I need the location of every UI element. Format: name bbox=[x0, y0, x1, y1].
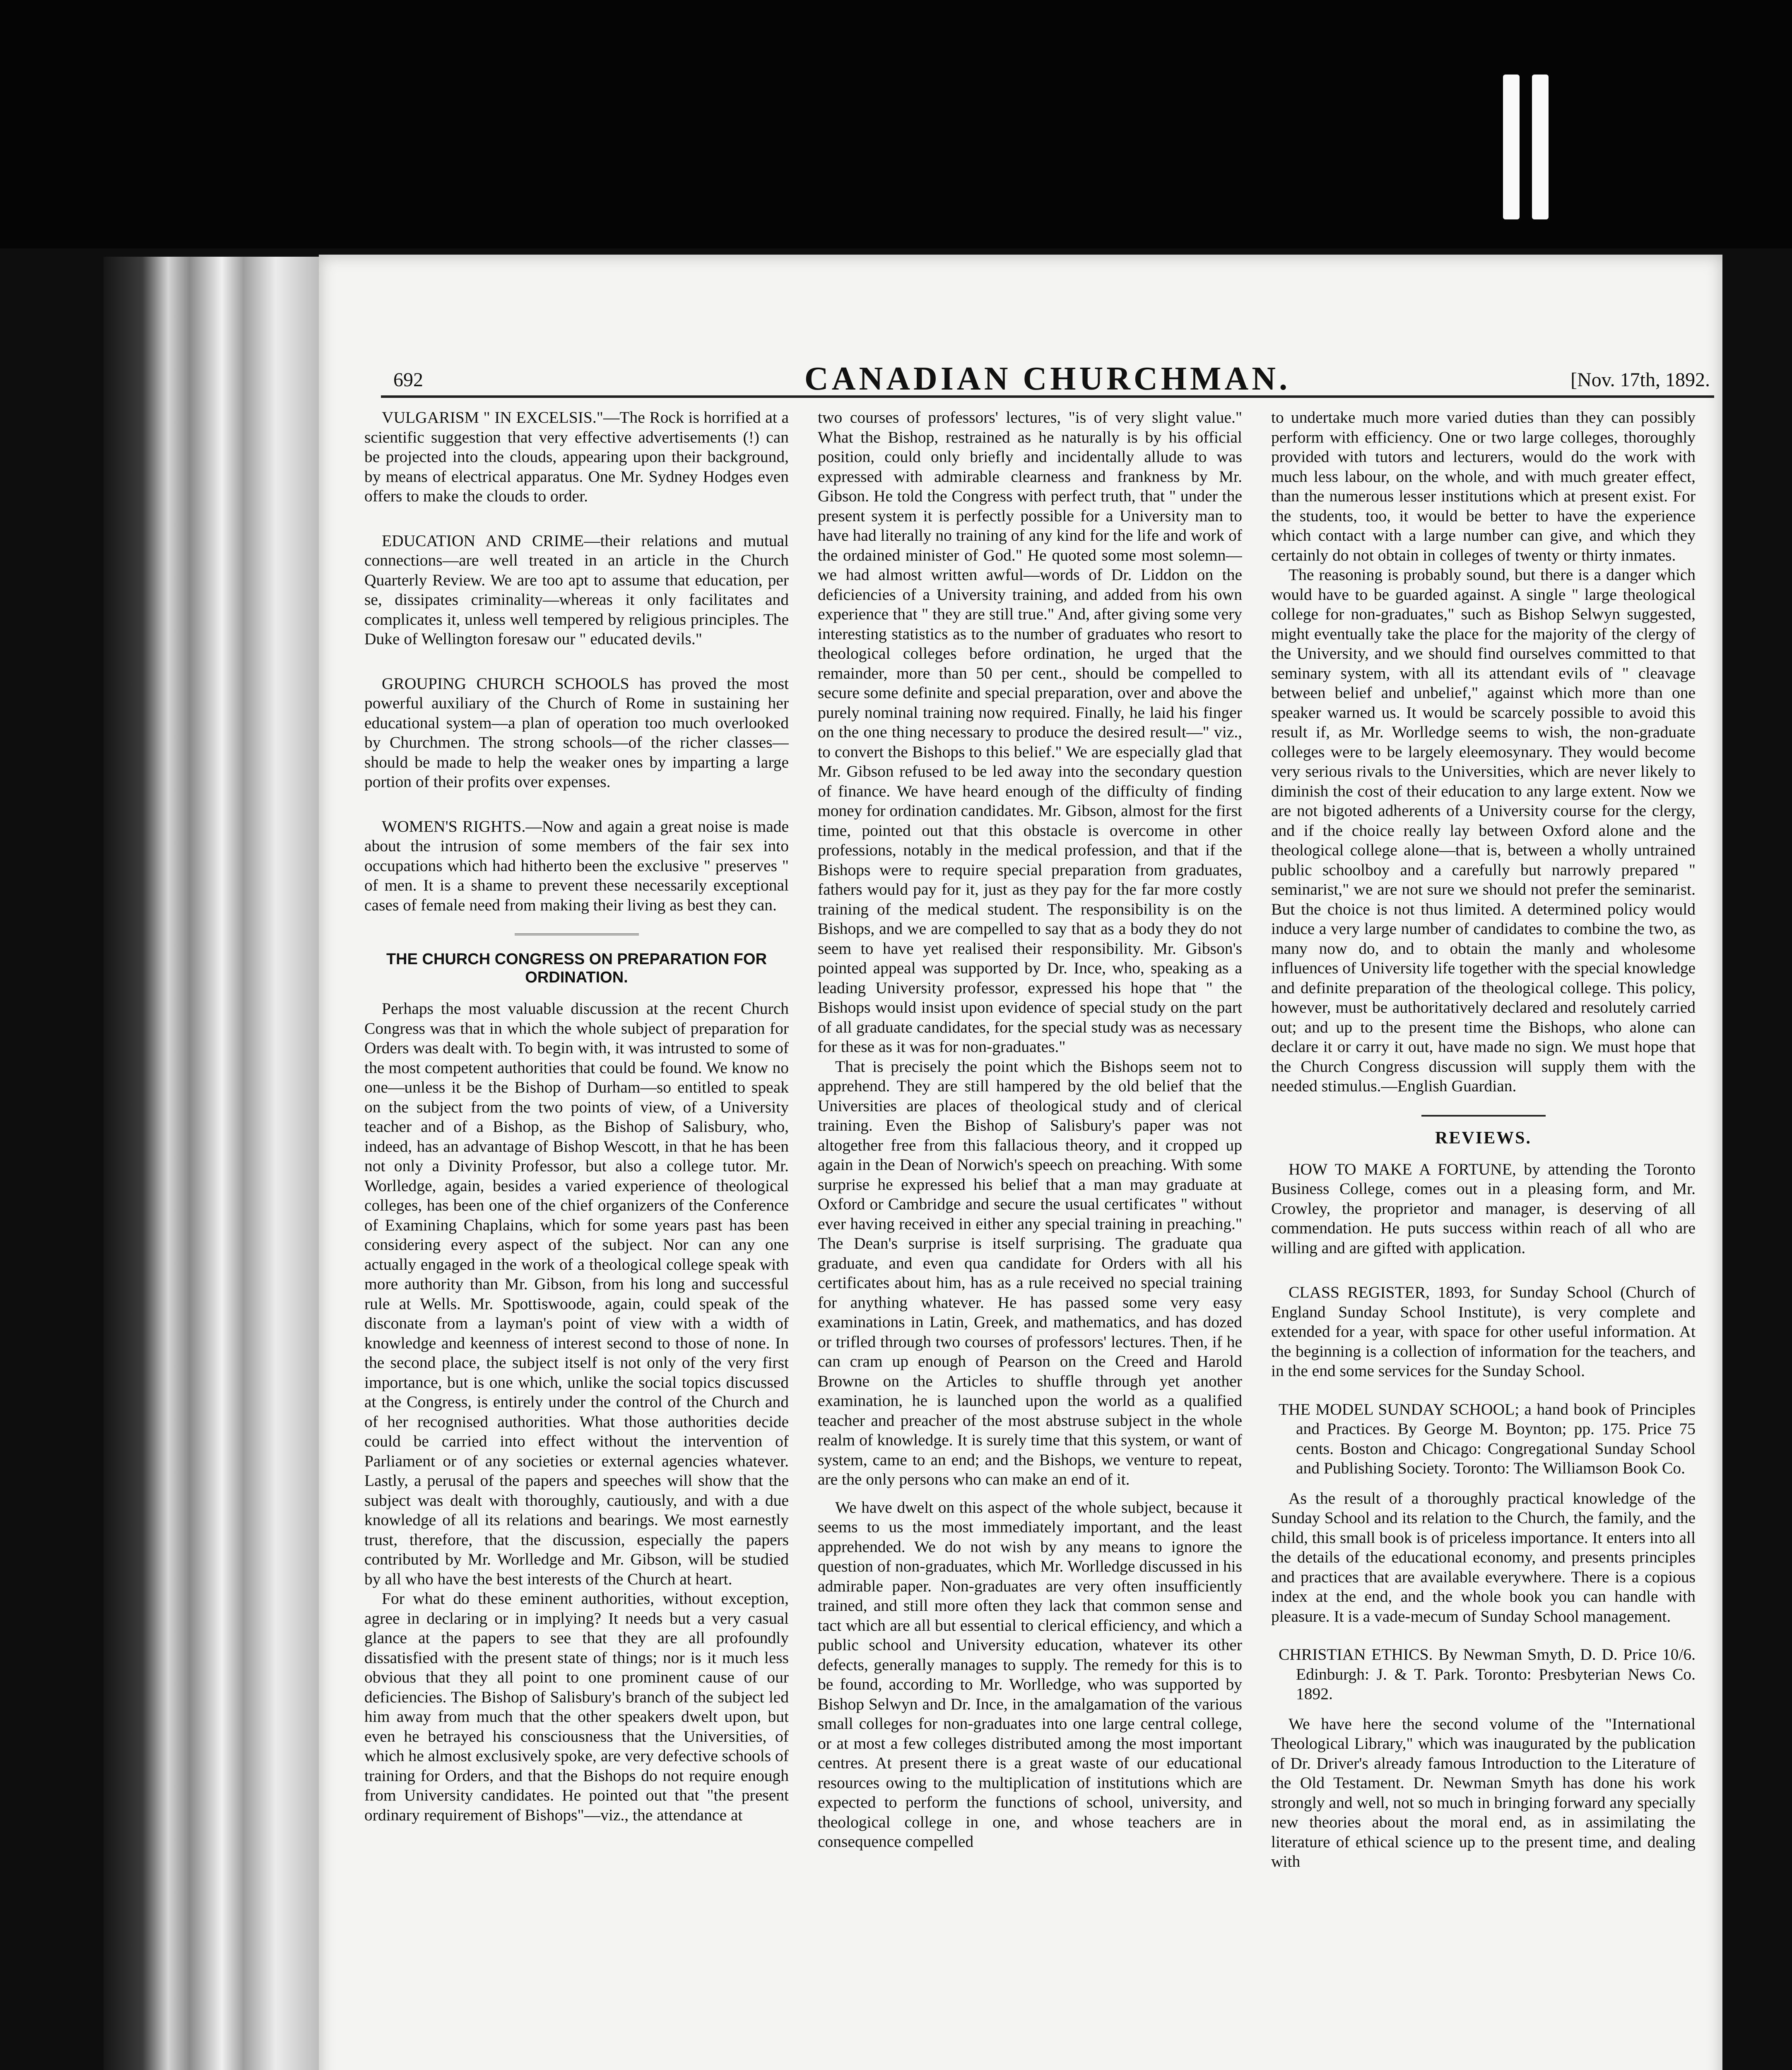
section-divider bbox=[1421, 1115, 1546, 1117]
review-model-sunday-school-body: As the result of a thoroughly practical knowledge of the Sunday School and its relation to the Church, the family, and the child, this small book is of priceless importance. It enters into all the details of the educational economy, and presents principles and practices that are available everywhere. There is a copious index at the end, and the whole book you can handle with pleasure. It is a vade-mecum of Sunday School management. bbox=[1271, 1489, 1696, 1625]
paragraph-womens-rights: WOMEN'S RIGHTS.—Now and again a great noise is made about the intrusion of some members of the fair sex into occupations which had hitherto been the exclusive " preserves " of men. It is a shame to prevent these necessarily exceptional cases of female need from making their living as best they can. bbox=[364, 817, 789, 914]
masthead-title: CANADIAN CHURCHMAN. bbox=[804, 361, 1291, 397]
page-number: 692 bbox=[393, 369, 423, 391]
paragraph-grouping-schools: GROUPING CHURCH SCHOOLS has proved the most powerful auxiliary of the Church of Rome in sustaining her educational system—a plan of operation too much overlooked by Churchmen. The strong schools—of the richer classes—should be made to help the weaker ones by imparting a large portion of their profits over expenses. bbox=[364, 674, 789, 791]
article-paragraph: We have dwelt on this aspect of the whole subject, because it seems to us the most immediately important, and the least apprehended. We do not wish by any means to ignore the question of non-graduates, which Mr. Worlledge discussed in his admirable paper. Non-graduates are very often insufficiently trained, and still more often they lack that common sense and tact which are all but essential to clerical efficiency, and which a public school and University education, whatever its other defects, generally manages to supply. The remedy for this is to be found, according to Mr. Worlledge, who was supported by Bishop Selwyn and Dr. Ince, in the amalgamation of the various small colleges for non-graduates into one large central college, or at most a few colleges distributed among the most important centres. At present there is a great waste of our educational resources owing to the multiplication of institutions which are expected to perform the functions of school, university, and theological college in one, and whose teachers are in consequence compelled bbox=[818, 1498, 1242, 1851]
page-header bbox=[381, 350, 1714, 398]
newspaper-page bbox=[319, 255, 1722, 2070]
article-paragraph: That is precisely the point which the Bishops seem not to apprehend. They are still hampered by the old belief that the Universities are places of theological study and of clerical training. Even the Bishop of Salisbury's paper was not altogether free from this fallacious theory, and it cropped up again in the Dean of Norwich's speech on preaching. With some surprise he expressed his belief that a man may graduate at Oxford or Cambridge and secure the usual certificates " without ever having received in either any special training in preaching." The Dean's surprise is itself surprising. The graduate qua graduate, and even qua candidate for Orders with all his certificates about him, has as a rule received no special training for anything whatever. He has passed some very easy examinations in Latin, Greek, and mathematics, and has dozed or trifled through two courses of professors' lectures. Then, if he can cram up enough of Pearson on the Creed and Harold Browne on the Articles to shuffle through yet another examination, he is launched upon the world as a qualified teacher and preacher of the most abstruse subject in the whole realm of knowledge. It is surely time that this system, or want of system, came to an end; and the Bishops, we venture to repeat, are the only persons who can make an end of it. bbox=[818, 1057, 1242, 1488]
article-paragraph: Perhaps the most valuable discussion at the recent Church Congress was that in which the whole subject of preparation for Orders was dealt with. To begin with, it was intrusted to some of the most competent authorities that could be found. We know no one—unless it be the Bishop of Durham—so entitled to speak on the subject from the two points of view, of a University teacher and of a Bishop, as the Bishop of Salisbury, who, indeed, has an advantage of Bishop Wescott, in that he has been not only a Divinity Professor, but also a college tutor. Mr. Worlledge, again, besides a varied experience of theological colleges, has been one of the chief organizers of the Conference of Examining Chaplains, which for some years past has been considering every aspect of the subject. Nor can any one actually engaged in the work of a theological college speak with more authority than Mr. Gibson, from his long and successful rule at Wells. Mr. Spottiswoode, again, could speak of the disconate from a layman's point of view with a width of knowledge and keenness of interest second to those of none. In the second place, the subject itself is not only of the very first importance, but is one which, unlike the social topics discussed at the Congress, is entirely under the control of the Church and of her recognised authorities. What those authorities decide could be carried into effect without the intervention of Parliament or of any societies or external agencies whatever. Lastly, a perusal of the papers and speeches will show that the subject was dealt with thoroughly, cautiously, and with a due knowledge of all its relations and bearings. We most earnestly trust, therefore, that the discussion, especially the papers contributed by Mr. Worlledge and Mr. Gibson, will be studied by all who have the best interests of the Church at heart. bbox=[364, 999, 789, 1588]
article-paragraph: to undertake much more varied duties than they can possibly perform with efficiency. One or two large colleges, thoroughly provided with tutors and lecturers, would do the work with much less labour, on the whole, and with much greater effect, than the numerous lesser institutions which at present exist. For the students, too, it would be better to have the experience which contact with a large number can give, and which they certainly do not obtain in colleges of twenty or thirty inmates. bbox=[1271, 408, 1696, 564]
book-page-edges bbox=[104, 257, 319, 2070]
article-paragraph: The reasoning is probably sound, but there is a danger which would have to be guarded against. A single " large theological college for non-graduates," such as Bishop Selwyn suggested, might eventually take the place for the majority of the clergy of the University, and we should find ourselves committed to that seminary system, with all its attendant evils of " cleavage between belief and unbelief," against which more than one speaker warned us. It would be scarcely possible to avoid this result if, as Mr. Worlledge seems to wish, the non-graduate colleges were to be largely eleemosynary. They would become very serious rivals to the Universities, which are never likely to diminish the cost of their education to any large extent. Now we are not bigoted adherents of a University course for the clergy, and if the choice really lay between Oxford alone and the theological college alone—that is, between a wholly untrained public schoolboy and a carefully but narrowly prepared " seminarist," we are not sure we should not prefer the seminarist. But the choice is not thus limited. A determined policy would induce a very large number of candidates to combine the two, as many now do, and to obtain the manly and wholesome influences of University life together with the special knowledge and definite preparation of the theological college. This policy, however, must be authoritatively declared and resolutely carried out; and up to the present time the Bishops, who alone can declare it or carry it out, have made no sign. We must hope that the Church Congress discussion will supply them with the needed stimulus.—English Guardian. bbox=[1271, 566, 1696, 1095]
issue-date: [Nov. 17th, 1892. bbox=[1570, 369, 1710, 391]
section-divider bbox=[515, 934, 639, 938]
review-class-register: CLASS REGISTER, 1893, for Sunday School (Church of England Sunday School Institute), is very complete and extended for a year, with space for other useful information. At the beginning is a collection of information for the teachers, and in the end some services for the Sunday School. bbox=[1271, 1283, 1696, 1380]
article-title: THE CHURCH CONGRESS ON PREPARATION FOR ORDINATION. bbox=[386, 951, 767, 986]
column-right bbox=[1271, 408, 1696, 2070]
review-christian-ethics-entry: CHRISTIAN ETHICS. By Newman Smyth, D. D. Price 10/6. Edinburgh: J. & T. Park. Toronto: Presbyterian News Co. 1892. bbox=[1279, 1645, 1696, 1703]
sprocket-hole bbox=[1503, 75, 1520, 219]
review-fortune: HOW TO MAKE A FORTUNE, by attending the Toronto Business College, comes out in a pleasing form, and Mr. Crowley, the proprietor and manager, is deserving of all commendation. He puts success within reach of all who are willing and are gifted with application. bbox=[1271, 1160, 1696, 1257]
column-left bbox=[364, 408, 789, 2070]
sprocket-hole bbox=[1532, 75, 1549, 219]
article-paragraph: two courses of professors' lectures, "is of very slight value." What the Bishop, restrained as he naturally is by his official position, could only briefly and incidentally allude to was expressed with admirable clearness and frankness by Mr. Gibson. He told the Congress with perfect truth, that " under the present system it is perfectly possible for a University man to have had literally no training of any kind for the life and work of the ordained minister of God." He quoted some most solemn—we had almost written awful—words of Dr. Liddon on the deficiencies of a University training, and added from his own experience that " they are still true." And, after giving some very interesting statistics as to the number of graduates who resort to theological colleges before ordination, he urged that the remainder, more than 50 per cent., should be compelled to secure some definite and special preparation, over and above the purely nominal training now required. Finally, he laid his finger on the one thing necessary to produce the desired result—" viz., to convert the Bishops to this belief." We are especially glad that Mr. Gibson refused to be led away into the secondary question of finance. We have heard enough of the difficulty of finding money for ordination candidates. Mr. Gibson, almost for the first time, pointed out that this obstacle is overcome in other professions, notably in the medical profession, and that if the Bishops were to require special preparation from graduates, fathers would pay for it, just as they pay for the far more costly training of the medical student. The responsibility is on the Bishops, and we are compelled to say that as a body they do not seem to have yet realised their responsibility. Mr. Gibson's pointed appeal was supported by Dr. Ince, who, speaking as a leading University professor, expressed his hope that " the Bishops would insist upon evidence of special study on the part of all graduate candidates, for the special study was as necessary for these as it was for non-graduates." bbox=[818, 408, 1242, 1056]
film-frame-top bbox=[0, 0, 1792, 248]
review-christian-ethics-body: We have here the second volume of the "International Theological Library," which was inaugurated by the publication of Dr. Driver's already famous Introduction to the Literature of the Old Testament. Dr. Newman Smyth has done his work strongly and well, not so much in bringing forward any specially new theories about the moral end, as in assimilating the literature of ethical science up to the present time, and dealing with bbox=[1271, 1714, 1696, 1870]
paragraph-vulgarism: VULGARISM " IN EXCELSIS."—The Rock is horrified at a scientific suggestion that very effective advertisements (!) can be projected into the clouds, appearing upon their background, by means of electrical apparatus. One Mr. Sydney Hodges even offers to make the clouds to order. bbox=[364, 408, 789, 505]
column-middle bbox=[818, 408, 1242, 2070]
reviews-heading: REVIEWS. bbox=[1435, 1128, 1532, 1148]
article-paragraph: For what do these eminent authorities, without exception, agree in declaring or in implying? It needs but a very casual glance at the papers to see that they are all profoundly dissatisfied with the present state of things; nor is it much less obvious that they all point to one prominent cause of our deficiencies. The Bishop of Salisbury's branch of the subject led him away from much that the other speakers dwelt upon, but even he betrayed his consciousness that the Universities, of which he almost exclusively spoke, are very defective schools of training for Orders, and that the Bishops do not require enough from University candidates. He pointed out that "the present ordinary requirement of Bishops"—viz., the attendance at bbox=[364, 1589, 789, 1824]
review-model-sunday-school-entry: THE MODEL SUNDAY SCHOOL; a hand book of Principles and Practices. By George M. Boynton; pp. 175. Price 75 cents. Boston and Chicago: Congregational Sunday School and Publishing Society. Toronto: The Williamson Book Co. bbox=[1279, 1400, 1696, 1477]
paragraph-education-crime: EDUCATION AND CRIME—their relations and mutual connections—are well treated in an article in the Church Quarterly Review. We are too apt to assume that education, per se, dissipates criminality—whereas it only facilitates and complicates it, unless well tempered by religious principles. The Duke of Wellington foresaw our " educated devils." bbox=[364, 531, 789, 648]
